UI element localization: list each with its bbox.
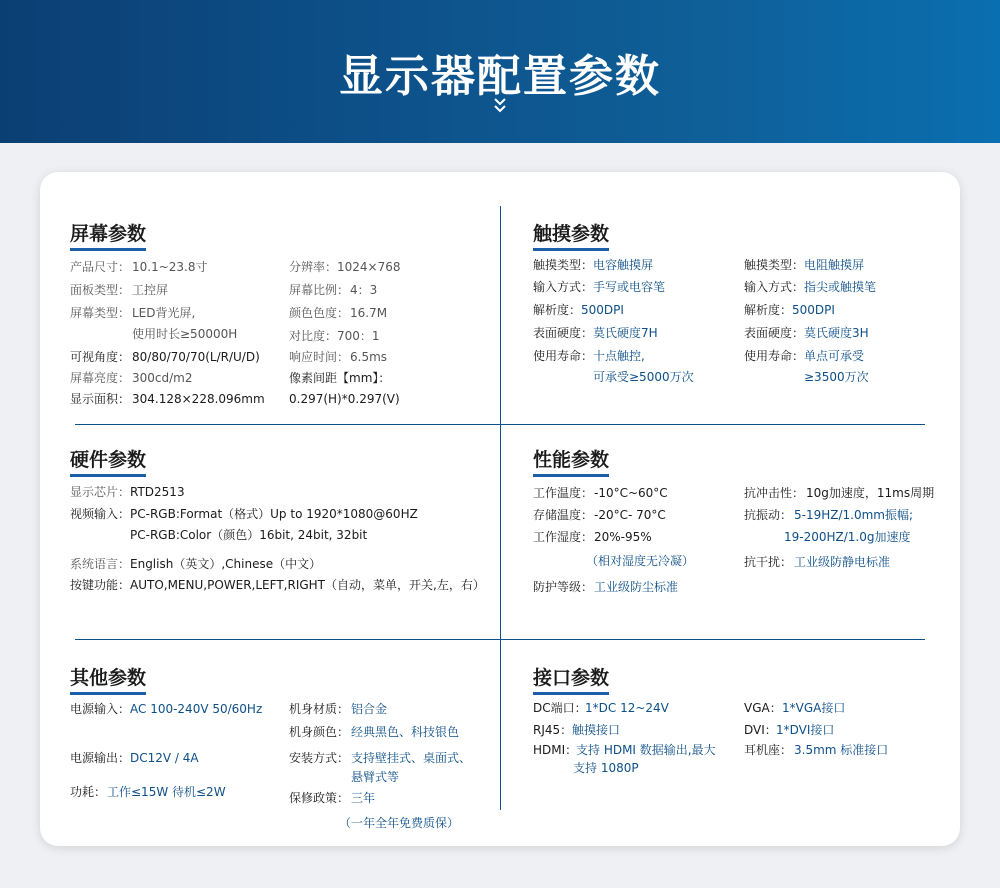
dvi-value: 1*DVI接口 xyxy=(776,723,835,737)
panel-value: 工控屏 xyxy=(132,283,169,297)
horizontal-divider-top xyxy=(75,424,925,425)
resolution-label: 分辨率： xyxy=(289,260,338,274)
cap-life-value: 十点触控, xyxy=(593,349,645,363)
chip-value: RTD2513 xyxy=(130,485,185,499)
hdmi-label: HDMI： xyxy=(533,743,578,757)
screen-type-value: LED背光屏, xyxy=(132,306,196,320)
color-depth-label: 颜色色度： xyxy=(289,306,350,320)
view-angle-value: 80/80/70/70(L/R/U/D) xyxy=(132,350,260,364)
cap-life-label: 使用寿命： xyxy=(533,349,594,363)
brightness-value: 300cd/m2 xyxy=(132,371,193,385)
res-life-value: 单点可承受 xyxy=(804,349,865,363)
cap-hardness-value: 莫氏硬度7H xyxy=(593,326,658,340)
warranty-label: 保修政策： xyxy=(289,791,350,805)
install-value: 支持壁挂式、桌面式、 xyxy=(351,751,472,765)
section-title-other: 其他参数 xyxy=(70,666,146,695)
protection-label: 防护等级： xyxy=(533,580,594,594)
section-title-touch: 触摸参数 xyxy=(533,222,609,251)
dvi-label: DVI： xyxy=(744,723,777,737)
vga-value: 1*VGA接口 xyxy=(782,701,846,715)
shock-value: 10g加速度，11ms周期 xyxy=(806,486,935,500)
section-title-hardware: 硬件参数 xyxy=(70,448,146,477)
res-resolution-label: 解析度： xyxy=(744,303,793,317)
power-input-label: 电源输入： xyxy=(70,702,131,716)
video-input-label: 视频输入： xyxy=(70,507,131,521)
material-label: 机身材质： xyxy=(289,702,350,716)
humidity-value: 20%-95% xyxy=(594,530,652,544)
horizontal-divider-bottom xyxy=(75,639,925,640)
double-chevron-down-icon xyxy=(492,96,508,116)
res-life-value-2: ≥3500万次 xyxy=(804,370,869,384)
res-touch-type-label: 触摸类型： xyxy=(744,258,805,272)
storage-temp-label: 存储温度： xyxy=(533,508,594,522)
pixel-pitch-value: 0.297(H)*0.297(V) xyxy=(289,392,400,406)
cap-resolution-value: 500DPI xyxy=(581,303,624,317)
color-depth-value: 16.7M xyxy=(350,306,388,320)
panel-label: 面板类型： xyxy=(70,283,131,297)
video-input-value: PC-RGB:Format（格式）Up to 1920*1080@60HZ xyxy=(130,507,418,521)
cap-touch-type-value: 电容触摸屏 xyxy=(593,258,654,272)
work-temp-label: 工作温度： xyxy=(533,486,594,500)
interference-label: 抗干扰： xyxy=(744,555,793,569)
video-input-value-2: PC-RGB:Color（颜色）16bit, 24bit, 32bit xyxy=(130,528,368,542)
storage-temp-value: -20°C- 70°C xyxy=(594,508,666,522)
protection-value: 工业级防尘标准 xyxy=(594,580,679,594)
consumption-label: 功耗： xyxy=(70,785,107,799)
screen-type-value-2: 使用时长≥50000H xyxy=(132,327,238,341)
pixel-pitch-label: 像素间距【mm】： xyxy=(289,371,391,385)
dc-port-value: 1*DC 12~24V xyxy=(585,701,669,715)
power-output-value: DC12V / 4A xyxy=(130,751,199,765)
humidity-label: 工作湿度： xyxy=(533,530,594,544)
rj45-label: RJ45： xyxy=(533,723,573,737)
view-angle-label: 可视角度： xyxy=(70,350,131,364)
size-label: 产品尺寸： xyxy=(70,260,131,274)
header-banner xyxy=(0,0,1000,143)
ratio-label: 屏幕比例： xyxy=(289,283,350,297)
brightness-label: 屏幕亮度： xyxy=(70,371,131,385)
earphone-value: 3.5mm 标准接口 xyxy=(794,743,889,757)
warranty-value-2: （一年全年免费质保） xyxy=(339,816,460,830)
cap-input-value: 手写或电容笔 xyxy=(593,280,666,294)
warranty-value: 三年 xyxy=(351,791,376,805)
res-hardness-label: 表面硬度： xyxy=(744,326,805,340)
interference-value: 工业级防静电标准 xyxy=(794,555,891,569)
shock-label: 抗冲击性： xyxy=(744,486,805,500)
ratio-value: 4：3 xyxy=(350,283,378,297)
response-time-value: 6.5ms xyxy=(350,350,388,364)
vertical-divider xyxy=(500,206,501,810)
section-title-ports: 接口参数 xyxy=(533,666,609,695)
contrast-label: 对比度： xyxy=(289,329,338,343)
dc-port-label: DC端口： xyxy=(533,701,587,715)
section-title-screen: 屏幕参数 xyxy=(70,222,146,251)
cap-resolution-label: 解析度： xyxy=(533,303,582,317)
res-input-value: 指尖或触摸笔 xyxy=(804,280,877,294)
body-color-label: 机身颜色： xyxy=(289,725,350,739)
screen-type-label: 屏幕类型： xyxy=(70,306,131,320)
humidity-value-2: （相对湿度无冷凝） xyxy=(586,554,695,568)
vibration-label: 抗振动： xyxy=(744,508,793,522)
resolution-value: 1024×768 xyxy=(337,260,401,274)
res-resolution-value: 500DPI xyxy=(792,303,835,317)
cap-touch-type-label: 触摸类型： xyxy=(533,258,594,272)
language-label: 系统语言： xyxy=(70,557,131,571)
power-output-label: 电源输出： xyxy=(70,751,131,765)
install-value-2: 悬臂式等 xyxy=(351,770,400,784)
install-label: 安装方式： xyxy=(289,751,350,765)
rj45-value: 触摸接口 xyxy=(572,723,621,737)
display-area-label: 显示面积： xyxy=(70,392,131,406)
response-time-label: 响应时间： xyxy=(289,350,350,364)
size-value: 10.1~23.8寸 xyxy=(132,260,208,274)
hdmi-value-2: 支持 1080P xyxy=(573,761,639,775)
work-temp-value: -10°C~60°C xyxy=(594,486,668,500)
res-life-label: 使用寿命： xyxy=(744,349,805,363)
cap-life-value-2: 可承受≥5000万次 xyxy=(593,370,694,384)
page-title: 显示器配置参数 xyxy=(339,51,661,102)
vibration-value: 5-19HZ/1.0mm振幅; xyxy=(794,508,914,522)
cap-input-label: 输入方式： xyxy=(533,280,594,294)
keys-value: AUTO,MENU,POWER,LEFT,RIGHT（自动，菜单，开关,左，右） xyxy=(130,578,485,592)
contrast-value: 700：1 xyxy=(337,329,380,343)
res-touch-type-value: 电阻触摸屏 xyxy=(804,258,865,272)
language-value: English（英文）,Chinese（中文） xyxy=(130,557,322,571)
display-area-value: 304.128×228.096mm xyxy=(132,392,265,406)
section-title-performance: 性能参数 xyxy=(533,448,609,477)
spec-card xyxy=(40,172,960,846)
power-input-value: AC 100-240V 50/60Hz xyxy=(130,702,263,716)
cap-hardness-label: 表面硬度： xyxy=(533,326,594,340)
vibration-value-2: 19-200HZ/1.0g加速度 xyxy=(784,530,911,544)
earphone-label: 耳机座： xyxy=(744,743,793,757)
material-value: 铝合金 xyxy=(351,702,388,716)
keys-label: 按键功能： xyxy=(70,578,131,592)
vga-label: VGA： xyxy=(744,701,782,715)
chip-label: 显示芯片： xyxy=(70,485,131,499)
body-color-value: 经典黑色、科技银色 xyxy=(351,725,460,739)
hdmi-value: 支持 HDMI 数据输出,最大 xyxy=(576,743,716,757)
res-hardness-value: 莫氏硬度3H xyxy=(804,326,869,340)
consumption-value: 工作≤15W 待机≤2W xyxy=(107,785,226,799)
res-input-label: 输入方式： xyxy=(744,280,805,294)
